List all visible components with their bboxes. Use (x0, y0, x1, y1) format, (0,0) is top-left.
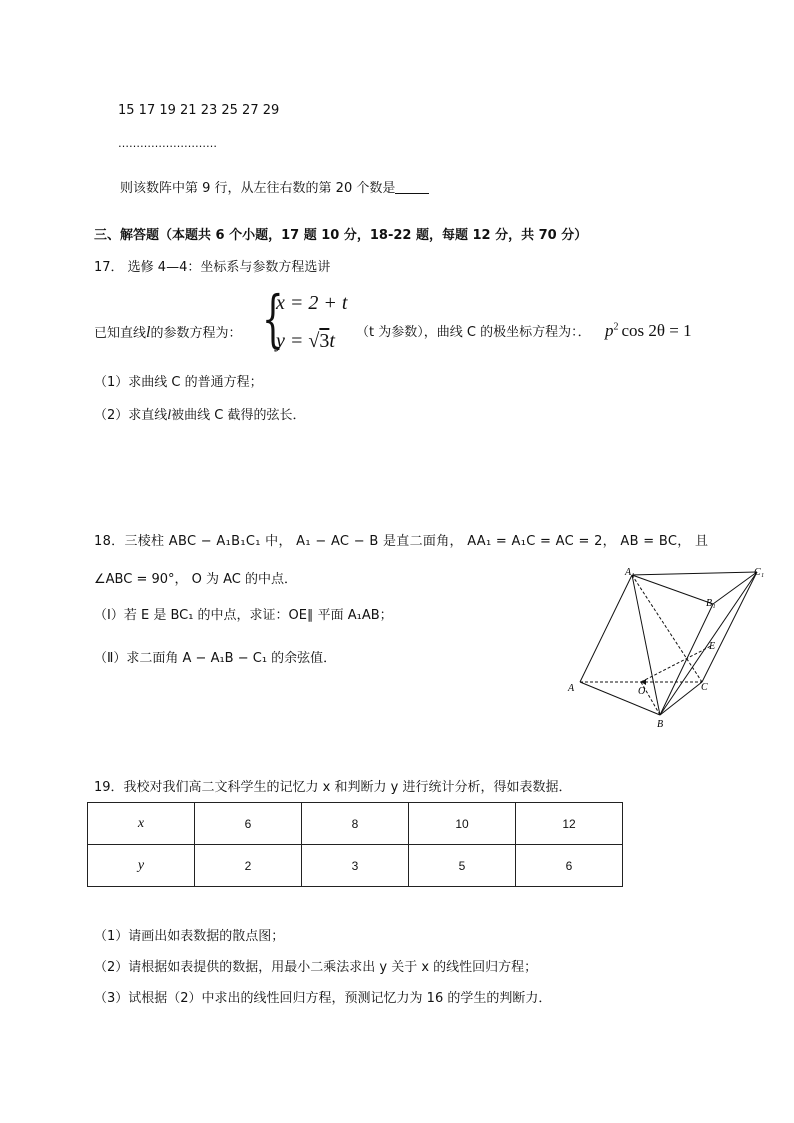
param-eq-x: x = 2 + t (276, 292, 348, 314)
label-a: A (568, 683, 575, 694)
data-table (87, 802, 623, 887)
q17-part2: （2）求直线l被曲线 C 截得的弦长． (94, 408, 306, 423)
table-row-y (88, 845, 623, 887)
q18-part2: （Ⅱ）求二面角 A − A₁B − C₁ 的余弦值． (94, 651, 337, 666)
q18-line2: ∠ABC = 90°， O 为 AC 的中点． (94, 572, 298, 587)
prism-figure (565, 562, 775, 732)
q19-part3: （3）试根据（2）中求出的线性回归方程，预测记忆力为 16 的学生的判断力． (94, 991, 552, 1006)
label-o: O (638, 686, 646, 697)
cell-y: 3 (302, 845, 409, 887)
label-c: C (701, 682, 708, 693)
edge-b-c (660, 682, 702, 715)
label-e: E (709, 641, 716, 652)
q19-intro: 19．我校对我们高二文科学生的记忆力 x 和判断力 y 进行统计分析，得如表数据． (94, 780, 572, 795)
edge-a1-b1 (632, 575, 713, 604)
row-label-y: y (88, 845, 195, 887)
edge-a1-c1 (632, 572, 757, 575)
q18-part1: （Ⅰ）若 E 是 BC₁ 的中点，求证：OE∥ 平面 A₁AB； (94, 608, 393, 623)
label-a1: A₁ (625, 567, 635, 578)
q19-part2: （2）请根据如表提供的数据，用最小二乘法求出 y 关于 x 的线性回归方程； (94, 960, 538, 975)
q18-line1: 18．三棱柱 ABC − A₁B₁C₁ 中， A₁ − AC − B 是直二面角， AA₁ = A₁C = AC = 2， AB = BC， 且 (94, 534, 709, 549)
q17-prefix: 已知直线l的参数方程为： (94, 324, 242, 341)
edge-a1-a (580, 575, 632, 682)
cell-x: 8 (302, 803, 409, 845)
segment-o-e (641, 646, 711, 682)
cell-x: 6 (195, 803, 302, 845)
equation-brace: { (262, 282, 284, 355)
param-eq-y: y = √3t (276, 330, 335, 352)
edge-c1-c (702, 572, 757, 682)
label-b1: B₁ (706, 598, 716, 609)
label-b: B (657, 719, 664, 730)
answer-blank (395, 181, 429, 194)
number-row: 15 17 19 21 23 25 27 29 (118, 103, 280, 118)
edge-a-b (580, 682, 660, 715)
q17-title: 17． 选修 4—4：坐标系与参数方程选讲 (94, 260, 331, 275)
question-text: 则该数阵中第 9 行，从左往右数的第 20 个数是 (120, 181, 396, 196)
q17-part1: （1）求曲线 C 的普通方程； (94, 375, 263, 390)
ellipsis-row: ……………………… (118, 137, 217, 150)
cell-y: 5 (409, 845, 516, 887)
table-row-x (88, 803, 623, 845)
cell-y: 6 (516, 845, 623, 887)
label-c1: C₁ (754, 567, 765, 578)
edge-c1-b1 (713, 572, 757, 604)
row-label-x: x (88, 803, 195, 845)
q19-part1: （1）请画出如表数据的散点图； (94, 929, 285, 944)
cell-y: 2 (195, 845, 302, 887)
fill-blank-question (120, 181, 429, 195)
q17-param-note: （t 为参数），曲线 C 的极坐标方程为：． (356, 325, 591, 340)
cell-x: 10 (409, 803, 516, 845)
section-header: 三、解答题（本题共 6 个小题，17 题 10 分，18-22 题，每题 12 分，共 70 分） (94, 228, 588, 243)
cell-x: 12 (516, 803, 623, 845)
edge-b1-b (660, 604, 716, 715)
polar-equation: $p^2$ cos 2θ = 1 (605, 321, 692, 340)
line-variable: l (146, 324, 151, 341)
